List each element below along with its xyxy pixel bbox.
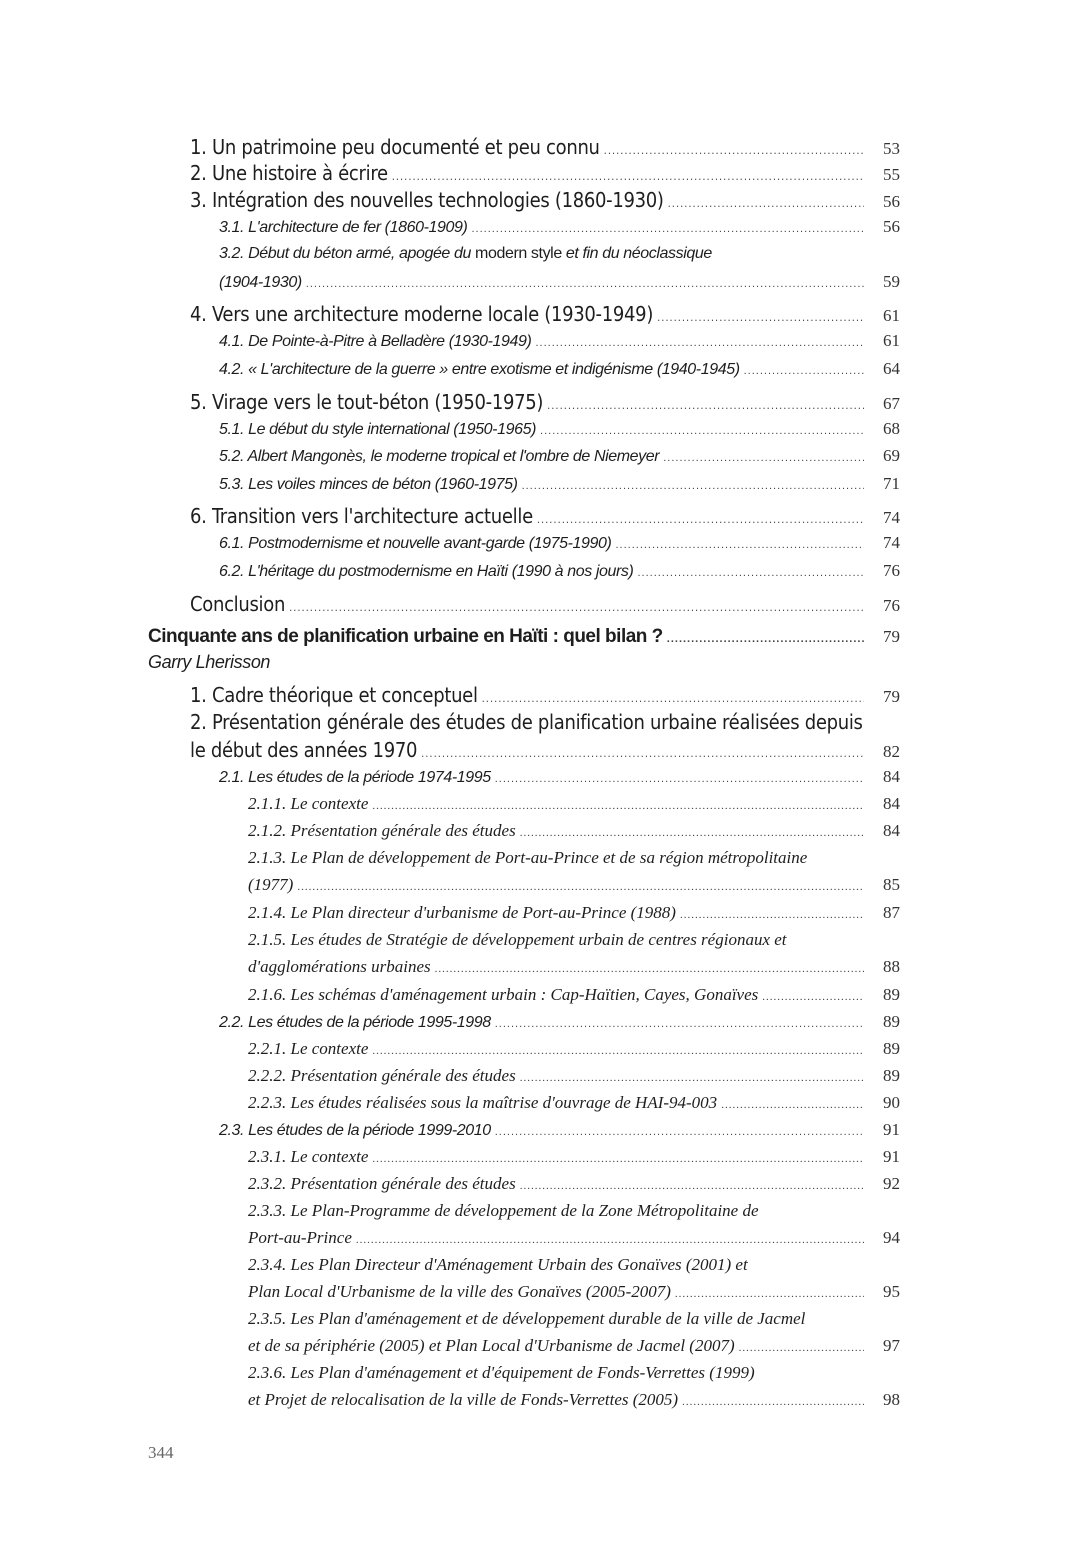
leader-dots xyxy=(306,278,864,290)
leader-dots xyxy=(520,1180,864,1192)
toc-entry-page: 85 xyxy=(883,875,900,894)
toc-entry-title-upright: modern style xyxy=(475,245,562,262)
toc-entry[interactable] xyxy=(190,390,900,414)
leader-dots xyxy=(682,1396,864,1408)
toc-entry[interactable] xyxy=(219,561,900,581)
toc-entry[interactable] xyxy=(219,446,900,466)
toc-entry-page: 76 xyxy=(883,561,900,580)
toc-entry-conclusion[interactable] xyxy=(190,592,900,616)
toc-entry-title: 1. Un patrimoine peu documenté et peu connu xyxy=(190,135,600,159)
toc-entry-title: 3. Intégration des nouvelles technologies (1860-1930) xyxy=(190,188,664,212)
toc-entry-title: 2.2.3. Les études réalisées sous la maîtrise d'ouvrage de HAI-94-003 xyxy=(248,1093,718,1112)
toc-entry-page: 84 xyxy=(883,794,900,813)
toc-entry-page: 82 xyxy=(883,742,900,761)
leader-dots xyxy=(535,337,864,349)
toc-entry-page: 89 xyxy=(883,1012,900,1031)
leader-dots xyxy=(435,963,864,975)
toc-entry-page: 71 xyxy=(883,474,900,493)
toc-entry-page: 89 xyxy=(883,1066,900,1085)
leader-dots xyxy=(520,1072,864,1084)
toc-entry-continuation[interactable] xyxy=(248,1228,900,1248)
toc-entry-page: 76 xyxy=(883,596,900,615)
toc-entry-first-line[interactable]: 2.1.5. Les études de Stratégie de développement urbain de centres régionaux et xyxy=(248,930,787,949)
leader-dots xyxy=(668,197,864,210)
toc-entry-continuation[interactable] xyxy=(248,1390,900,1410)
toc-entry[interactable] xyxy=(248,1039,900,1059)
leader-dots xyxy=(495,1018,864,1030)
toc-entry-title-part: et fin du néoclassique xyxy=(561,245,712,262)
toc-entry-first-line[interactable]: 2.3.6. Les Plan d'aménagement et d'équipement de Fonds-Verrettes (1999) xyxy=(248,1363,755,1382)
toc-entry-page: 87 xyxy=(883,903,900,922)
toc-entry-page: 67 xyxy=(883,394,900,413)
page-number: 344 xyxy=(148,1443,174,1462)
toc-entry[interactable] xyxy=(248,985,900,1005)
toc-entry[interactable] xyxy=(190,135,900,159)
toc-entry-title: 4. Vers une architecture moderne locale (1930-1949) xyxy=(190,302,654,326)
leader-dots xyxy=(547,399,864,412)
toc-entry[interactable] xyxy=(248,821,900,841)
toc-entry-first-line[interactable]: 2.3.5. Les Plan d'aménagement et de développement durable de la ville de Jacmel xyxy=(248,1309,806,1328)
toc-entry-page: 79 xyxy=(883,687,900,706)
toc-entry-page: 64 xyxy=(883,359,900,378)
toc-entry-first-line[interactable]: 2.3.4. Les Plan Directeur d'Aménagement Urbain des Gonaïves (2001) et xyxy=(248,1255,748,1274)
toc-entry-title: 2.1.6. Les schémas d'aménagement urbain : Cap-Haïtien, Cayes, Gonaïves xyxy=(248,985,759,1004)
toc-entry-page: 74 xyxy=(883,533,900,552)
chapter-entry[interactable] xyxy=(148,626,900,648)
toc-entry-continuation[interactable] xyxy=(190,738,900,762)
toc-entry-page: 84 xyxy=(883,821,900,840)
leader-dots xyxy=(356,1234,864,1246)
toc-entry-page: 94 xyxy=(883,1228,900,1247)
toc-entry-title: 2.2. Les études de la période 1995-1998 xyxy=(219,1014,491,1031)
toc-entry-continuation[interactable] xyxy=(248,957,900,977)
toc-entry-title: 2.1. Les études de la période 1974-1995 xyxy=(219,769,491,786)
toc-entry-title: et de sa périphérie (2005) et Plan Local d'Urbanisme de Jacmel (2007) xyxy=(248,1336,735,1355)
leader-dots xyxy=(604,144,864,157)
leader-dots xyxy=(421,747,864,760)
leader-dots xyxy=(637,567,864,579)
toc-entry-title: (1904-1930) xyxy=(219,274,302,291)
toc-entry[interactable] xyxy=(248,1093,900,1113)
leader-dots xyxy=(482,692,864,705)
toc-entry-title: 5. Virage vers le tout-béton (1950-1975) xyxy=(190,390,544,414)
toc-entry-title: 6.2. L'héritage du postmodernisme en Haïti (1990 à nos jours) xyxy=(219,563,634,580)
toc-entry[interactable] xyxy=(248,1147,900,1167)
toc-entry-page: 61 xyxy=(883,306,900,325)
toc-entry-page: 92 xyxy=(883,1174,900,1193)
toc-entry-title: 2.3.2. Présentation générale des études xyxy=(248,1174,516,1193)
toc-entry-page: 61 xyxy=(883,331,900,350)
toc-entry[interactable] xyxy=(248,1174,900,1194)
leader-dots xyxy=(471,223,864,235)
toc-entry-title: 5.2. Albert Mangonès, le moderne tropical et l'ombre de Niemeyer xyxy=(219,448,660,465)
toc-entry[interactable] xyxy=(219,533,900,553)
toc-entry[interactable] xyxy=(190,188,900,212)
toc-entry-page: 53 xyxy=(883,139,900,158)
toc-entry-page: 91 xyxy=(883,1120,900,1139)
toc-entry-page: 55 xyxy=(883,165,900,184)
toc-entry-title: 1. Cadre théorique et conceptuel xyxy=(190,683,478,707)
toc-entry[interactable] xyxy=(248,794,900,814)
toc-entry-title: 6. Transition vers l'architecture actuelle xyxy=(190,504,533,528)
toc-entry-title: 4.2. « L'architecture de la guerre » entre exotisme et indigénisme (1940-1945) xyxy=(219,361,740,378)
leader-dots xyxy=(540,425,864,437)
toc-entry-first-line[interactable]: 2.3.3. Le Plan-Programme de développement de la Zone Métropolitaine de xyxy=(248,1201,759,1220)
toc-entry-title: 5.1. Le début du style international (1950-1965) xyxy=(219,421,537,438)
leader-dots xyxy=(680,909,864,921)
toc-entry-page: 56 xyxy=(883,217,900,236)
toc-entry-title: le début des années 1970 xyxy=(190,738,418,762)
toc-entry[interactable] xyxy=(219,767,900,787)
toc-entry[interactable] xyxy=(219,359,900,379)
toc-entry-page: 97 xyxy=(883,1336,900,1355)
toc-entry-title: 6.1. Postmodernisme et nouvelle avant-garde (1975-1990) xyxy=(219,535,612,552)
toc-entry-continuation[interactable] xyxy=(219,272,900,292)
leader-dots xyxy=(721,1099,864,1111)
toc-entry-page: 95 xyxy=(883,1282,900,1301)
leader-dots xyxy=(663,452,864,464)
toc-entry[interactable] xyxy=(248,1066,900,1086)
toc-entry-title: 2.1.1. Le contexte xyxy=(248,794,369,813)
toc-entry[interactable] xyxy=(219,331,900,351)
leader-dots xyxy=(372,1153,864,1165)
toc-entry-title: 2.3. Les études de la période 1999-2010 xyxy=(219,1122,491,1139)
toc-entry-title: 4.1. De Pointe-à-Pitre à Belladère (1930-1949) xyxy=(219,333,532,350)
toc-entry-continuation[interactable] xyxy=(248,875,900,895)
toc-entry[interactable] xyxy=(219,1012,900,1032)
leader-dots xyxy=(657,311,864,324)
toc-entry-page: 91 xyxy=(883,1147,900,1166)
leader-dots xyxy=(675,1288,864,1300)
toc-entry[interactable] xyxy=(219,1120,900,1140)
toc-entry-page: 56 xyxy=(883,192,900,211)
chapter-page: 79 xyxy=(883,627,900,646)
toc-entry-title: 2.3.1. Le contexte xyxy=(248,1147,369,1166)
leader-dots xyxy=(762,991,864,1003)
leader-dots xyxy=(297,881,864,893)
leader-dots xyxy=(289,601,864,614)
toc-entry[interactable] xyxy=(219,217,900,237)
leader-dots xyxy=(615,539,864,551)
toc-entry-continuation[interactable] xyxy=(248,1282,900,1302)
toc-entry-title: Plan Local d'Urbanisme de la ville des Gonaïves (2005-2007) xyxy=(248,1282,671,1301)
leader-dots xyxy=(495,773,864,785)
leader-dots xyxy=(372,1045,864,1057)
toc-entry[interactable] xyxy=(190,302,900,326)
toc-entry-page: 88 xyxy=(883,957,900,976)
toc-entry-page: 98 xyxy=(883,1390,900,1409)
toc-entry-title: Port-au-Prince xyxy=(248,1228,352,1247)
toc-entry-title: 2.1.4. Le Plan directeur d'urbanisme de Port-au-Prince (1988) xyxy=(248,903,676,922)
toc-entry-title: d'agglomérations urbaines xyxy=(248,957,431,976)
toc-entry[interactable] xyxy=(219,419,900,439)
leader-dots xyxy=(520,827,864,839)
leader-dots xyxy=(392,170,864,183)
toc-entry-continuation[interactable] xyxy=(248,1336,900,1356)
toc-entry-page: 59 xyxy=(883,272,900,291)
toc-entry[interactable] xyxy=(248,903,900,923)
toc-entry-page: 68 xyxy=(883,419,900,438)
leader-dots xyxy=(667,633,864,645)
toc-entry-title: 3.1. L'architecture de fer (1860-1909) xyxy=(219,219,468,236)
toc-entry-page: 74 xyxy=(883,508,900,527)
toc-entry-title: 5.3. Les voiles minces de béton (1960-1975) xyxy=(219,476,518,493)
toc-entry-title: 2. Une histoire à écrire xyxy=(190,161,388,185)
leader-dots xyxy=(739,1342,864,1354)
toc-entry-first-line[interactable]: 2.1.3. Le Plan de développement de Port-au-Prince et de sa région métropolitaine xyxy=(248,848,808,867)
chapter-author: Garry Lherisson xyxy=(148,652,271,672)
toc-entry[interactable] xyxy=(219,474,900,494)
leader-dots xyxy=(522,480,864,492)
toc-entry-title: 2.2.2. Présentation générale des études xyxy=(248,1066,516,1085)
leader-dots xyxy=(537,513,864,526)
toc-entry[interactable] xyxy=(190,161,900,185)
toc-entry-title: (1977) xyxy=(248,875,294,894)
toc-entry-title-part: 3.2. Début du béton armé, apogée du xyxy=(219,245,476,262)
toc-entry[interactable] xyxy=(190,504,900,528)
leader-dots xyxy=(744,365,864,377)
toc-entry-title: et Projet de relocalisation de la ville de Fonds-Verrettes (2005) xyxy=(248,1390,679,1409)
toc-entry-page: 84 xyxy=(883,767,900,786)
toc-entry-title: 2.2.1. Le contexte xyxy=(248,1039,369,1058)
toc-entry-page: 90 xyxy=(883,1093,900,1112)
toc-entry[interactable] xyxy=(190,683,900,707)
leader-dots xyxy=(372,800,864,812)
toc-entry-page: 89 xyxy=(883,985,900,1004)
chapter-title: Cinquante ans de planification urbaine en Haïti : quel bilan ? xyxy=(148,626,663,647)
toc-entry-page: 69 xyxy=(883,446,900,465)
toc-entry-title: Conclusion xyxy=(190,592,286,616)
toc-entry-page: 89 xyxy=(883,1039,900,1058)
toc-entry-first-line[interactable]: 2. Présentation générale des études de planification urbaine réalisées depuis xyxy=(190,710,863,734)
leader-dots xyxy=(495,1126,864,1138)
toc-entry-first-line[interactable] xyxy=(219,245,712,263)
toc-entry-title: 2.1.2. Présentation générale des études xyxy=(248,821,516,840)
